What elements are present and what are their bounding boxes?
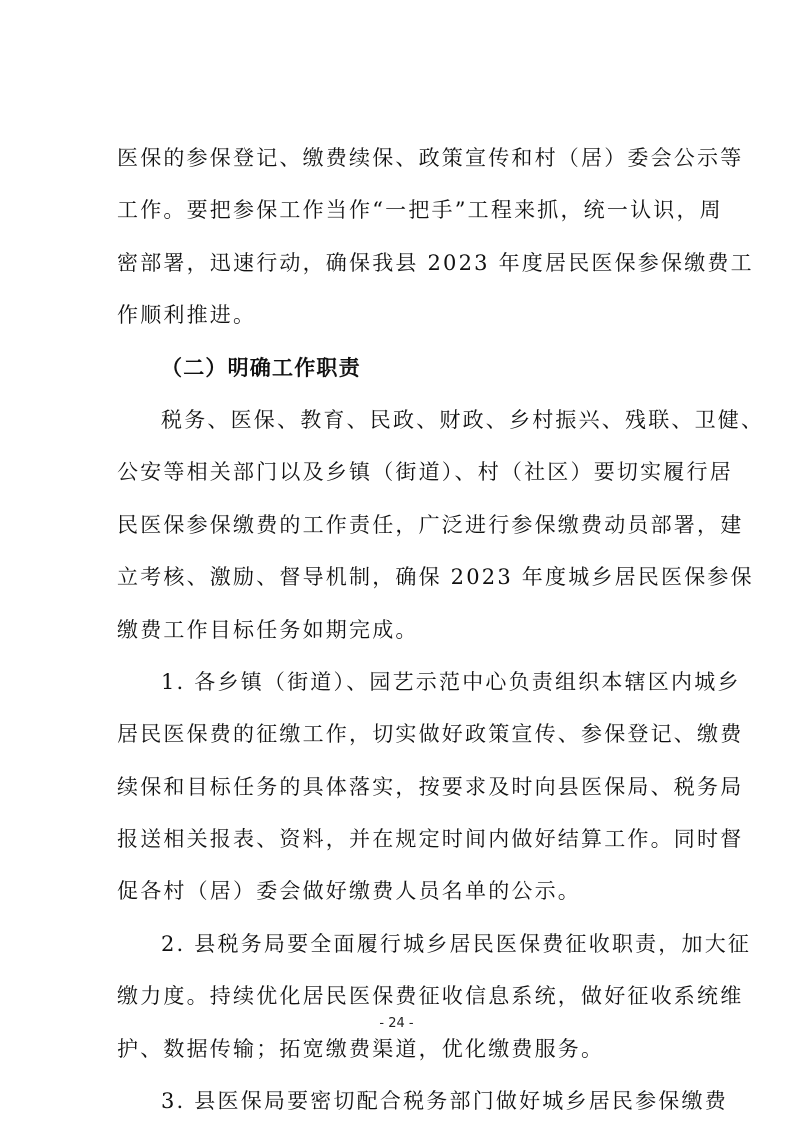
text-line: 护、数据传输；拓宽缴费渠道，优化缴费服务。 — [117, 1036, 605, 1061]
text-line: 促各村（居）委会做好缴费人员名单的公示。 — [117, 879, 581, 904]
text-line: 密部署，迅速行动，确保我县 2023 年度居民医保参保缴费工 — [117, 250, 754, 275]
text-line: 工作。要把参保工作当作“一把手”工程来抓，统一认识，周 — [117, 198, 723, 223]
text-line: 作顺利推进。 — [117, 303, 257, 328]
text-line: 居民医保费的征缴工作，切实做好政策宣传、参保登记、缴费 — [117, 722, 744, 747]
text-line: 缴费工作目标任务如期完成。 — [117, 617, 419, 642]
text-line: 民医保参保缴费的工作责任，广泛进行参保缴费动员部署，建 — [117, 512, 744, 537]
text-line: 续保和目标任务的具体落实，按要求及时向县医保局、税务局 — [117, 774, 744, 799]
text-line: 公安等相关部门以及乡镇（街道）、村（社区）要切实履行居 — [117, 460, 733, 485]
text-line: 立考核、激励、督导机制，确保 2023 年度城乡居民医保参保 — [117, 565, 754, 590]
text-line: 1. 各乡镇（街道）、园艺示范中心负责组织本辖区内城乡 — [161, 669, 741, 694]
text-line: 3. 县医保局要密切配合税务部门做好城乡居民参保缴费 — [161, 1089, 728, 1114]
text-line: 报送相关报表、资料，并在规定时间内做好结算工作。同时督 — [117, 827, 744, 852]
text-line: 2. 县税务局要全面履行城乡居民医保费征收职责，加大征 — [161, 931, 752, 956]
page-number: - 24 - — [379, 1016, 414, 1031]
section-heading: （二）明确工作职责 — [161, 355, 361, 380]
text-line: 税务、医保、教育、民政、财政、乡村振兴、残联、卫健、 — [161, 407, 765, 432]
text-line: 缴力度。持续优化居民医保费征收信息系统，做好征收系统维 — [117, 984, 744, 1009]
text-line: 医保的参保登记、缴费续保、政策宣传和村（居）委会公示等 — [117, 146, 744, 170]
body-text — [117, 132, 765, 1127]
